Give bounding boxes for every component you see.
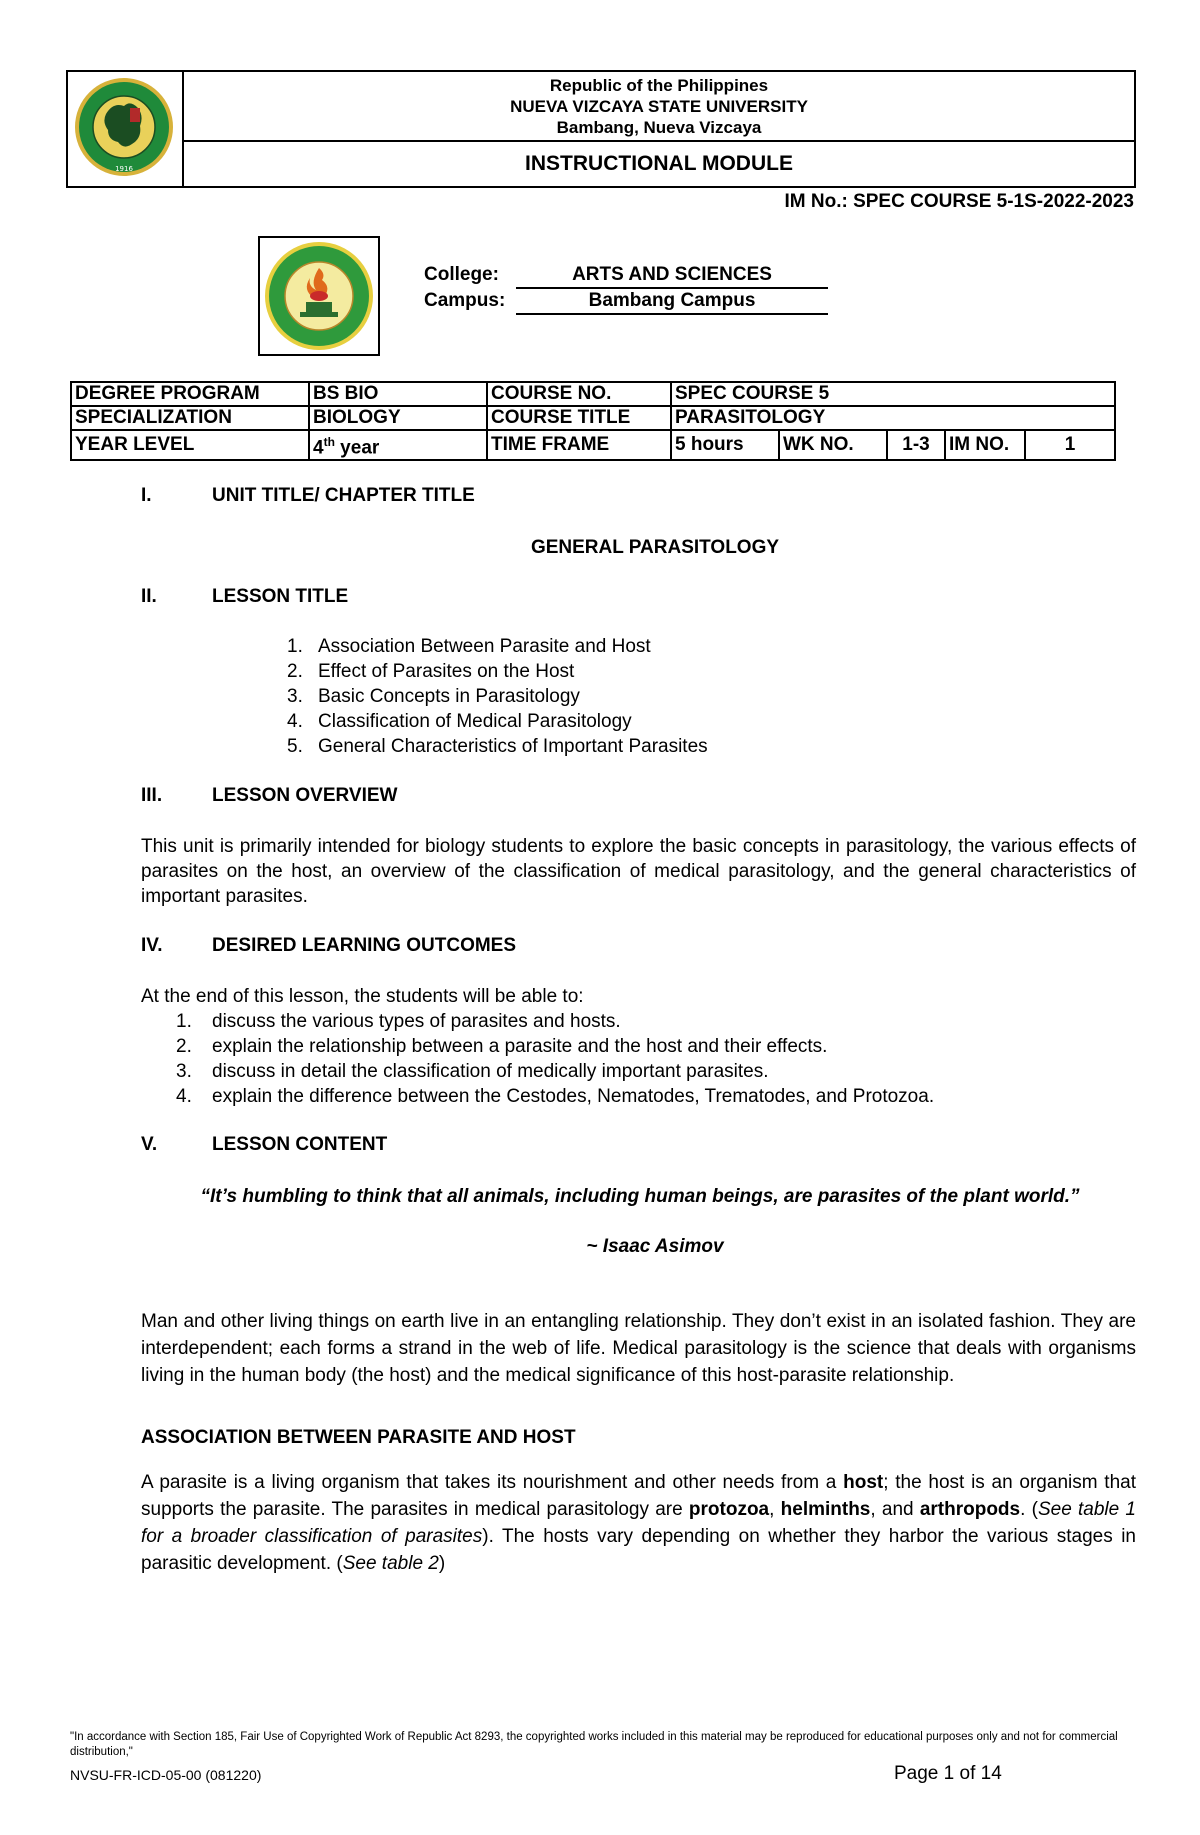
intro-paragraph: Man and other living things on earth live in an entangling relationship. They don’t exist in an isolated fashion. They are interdependent; each forms a strand in the web of life. Medical parasitology is the science that deals with organisms living in the human body (the host) and the medical significance of this host-parasite relationship.	[141, 1311, 1136, 1386]
table-cell: DEGREE PROGRAM	[71, 382, 309, 406]
section-4-title: DESIRED LEARNING OUTCOMES	[212, 935, 517, 956]
section-3-title: LESSON OVERVIEW	[212, 785, 398, 806]
table-cell: BIOLOGY	[309, 406, 487, 430]
term-protozoa: protozoa	[688, 1499, 770, 1520]
table-cell: COURSE NO.	[487, 382, 671, 406]
association-paragraph: A parasite is a living organism that takes its nourishment and other needs from a host; the host is an organism that supports the parasite. The parasites in medical parasitology are protozoa, helminths, and arthropods. (See table 1 for a broader classification of parasites). The hosts vary depending on whether they harbor the various stages in parasitic development. (See table 2)	[141, 1472, 1136, 1574]
im-number: IM No.: SPEC COURSE 5-1S-2022-2023	[784, 191, 1134, 212]
section-4-number: IV.	[141, 935, 163, 956]
copyright-notice: "In accordance with Section 185, Fair Use of Copyrighted Work of Republic Act 8293, the copyrighted works included in this material may be reproduced for educational purposes only and not for commercial distribution,"	[70, 1731, 1118, 1758]
table-1-reference: See table 1 for a broader classification of parasites	[141, 1499, 1136, 1547]
table-cell-year: 4th year	[309, 430, 487, 460]
list-item: 5. General Characteristics of Important Parasites	[287, 736, 708, 757]
header-university: NUEVA VIZCAYA STATE UNIVERSITY	[510, 97, 808, 116]
lesson-list	[287, 634, 708, 759]
header-location: Bambang, Nueva Vizcaya	[556, 118, 762, 137]
section-5-number: V.	[141, 1134, 158, 1155]
table-cell: SPEC COURSE 5	[671, 382, 1115, 406]
table-row	[71, 430, 1115, 460]
list-item: 2. explain the relationship between a parasite and the host and their effects.	[176, 1036, 828, 1057]
page-number: Page 1 of 14	[894, 1763, 1002, 1784]
unit-title: GENERAL PARASITOLOGY	[530, 537, 780, 558]
table-row	[71, 406, 1115, 430]
college-seal-icon	[260, 238, 378, 354]
university-seal-icon	[68, 72, 180, 182]
college-row	[424, 263, 828, 289]
table-cell: 1-3	[887, 430, 945, 460]
table-cell: PARASITOLOGY	[671, 406, 1115, 430]
term-helminths: helminths	[780, 1499, 871, 1520]
table-cell: 5 hours	[671, 430, 779, 460]
quote-author: ~ Isaac Asimov	[586, 1236, 724, 1257]
college-logo-cell	[258, 236, 380, 356]
college-label: College:	[424, 264, 499, 285]
section-2-number: II.	[141, 586, 157, 607]
header-republic: Republic of the Philippines	[549, 76, 769, 95]
list-item: 1. discuss the various types of parasites and hosts.	[176, 1011, 621, 1032]
form-code: NVSU-FR-ICD-05-00 (081220)	[70, 1767, 262, 1783]
section-3-number: III.	[141, 785, 163, 806]
college-value: ARTS AND SCIENCES	[516, 263, 828, 289]
table-cell: 1	[1025, 430, 1115, 460]
table-cell: SPECIALIZATION	[71, 406, 309, 430]
section-1-title: UNIT TITLE/ CHAPTER TITLE	[212, 485, 475, 506]
table-cell: TIME FRAME	[487, 430, 671, 460]
section-1-number: I.	[141, 485, 152, 506]
section-2-title: LESSON TITLE	[212, 586, 349, 607]
term-host: host	[843, 1472, 884, 1493]
table-cell: WK NO.	[779, 430, 887, 460]
outcomes-intro: At the end of this lesson, the students will be able to:	[141, 986, 584, 1007]
university-logo-cell	[68, 72, 184, 186]
quote-text: “It’s humbling to think that all animals, including human beings, are parasites of the plant world.”	[200, 1186, 1080, 1207]
table-row	[71, 382, 1115, 406]
campus-label: Campus:	[424, 290, 506, 311]
header-institution-block	[184, 72, 1134, 142]
svg-text:1916: 1916	[115, 165, 133, 173]
list-item: 4. Classification of Medical Parasitology	[287, 711, 632, 732]
list-item: 4. explain the difference between the Cestodes, Nematodes, Trematodes, and Protozoa.	[176, 1086, 935, 1107]
lesson-overview: This unit is primarily intended for biology students to explore the basic concepts in parasitology, the various effects of parasites on the host, an overview of the classification of medical parasitology, and the general characteristics of important parasites.	[141, 836, 1136, 907]
college-info	[424, 263, 828, 315]
document-header	[66, 70, 1136, 188]
table-2-reference: See table 2	[342, 1553, 439, 1574]
table-cell: IM NO.	[945, 430, 1025, 460]
list-item: 3. Basic Concepts in Parasitology	[287, 686, 580, 707]
campus-value: Bambang Campus	[516, 289, 828, 315]
term-arthropods: arthropods	[919, 1499, 1021, 1520]
table-cell: COURSE TITLE	[487, 406, 671, 430]
course-info-table	[70, 381, 1116, 461]
section-5-title: LESSON CONTENT	[212, 1134, 388, 1155]
list-item: 2. Effect of Parasites on the Host	[287, 661, 575, 682]
association-heading: ASSOCIATION BETWEEN PARASITE AND HOST	[141, 1427, 576, 1448]
list-item: 1. Association Between Parasite and Host	[287, 636, 651, 657]
table-cell: BS BIO	[309, 382, 487, 406]
header-module-title: INSTRUCTIONAL MODULE	[525, 152, 793, 175]
table-cell: YEAR LEVEL	[71, 430, 309, 460]
list-item: 3. discuss in detail the classification of medically important parasites.	[176, 1061, 769, 1082]
campus-row	[424, 289, 828, 315]
outcomes-list	[176, 1009, 934, 1109]
